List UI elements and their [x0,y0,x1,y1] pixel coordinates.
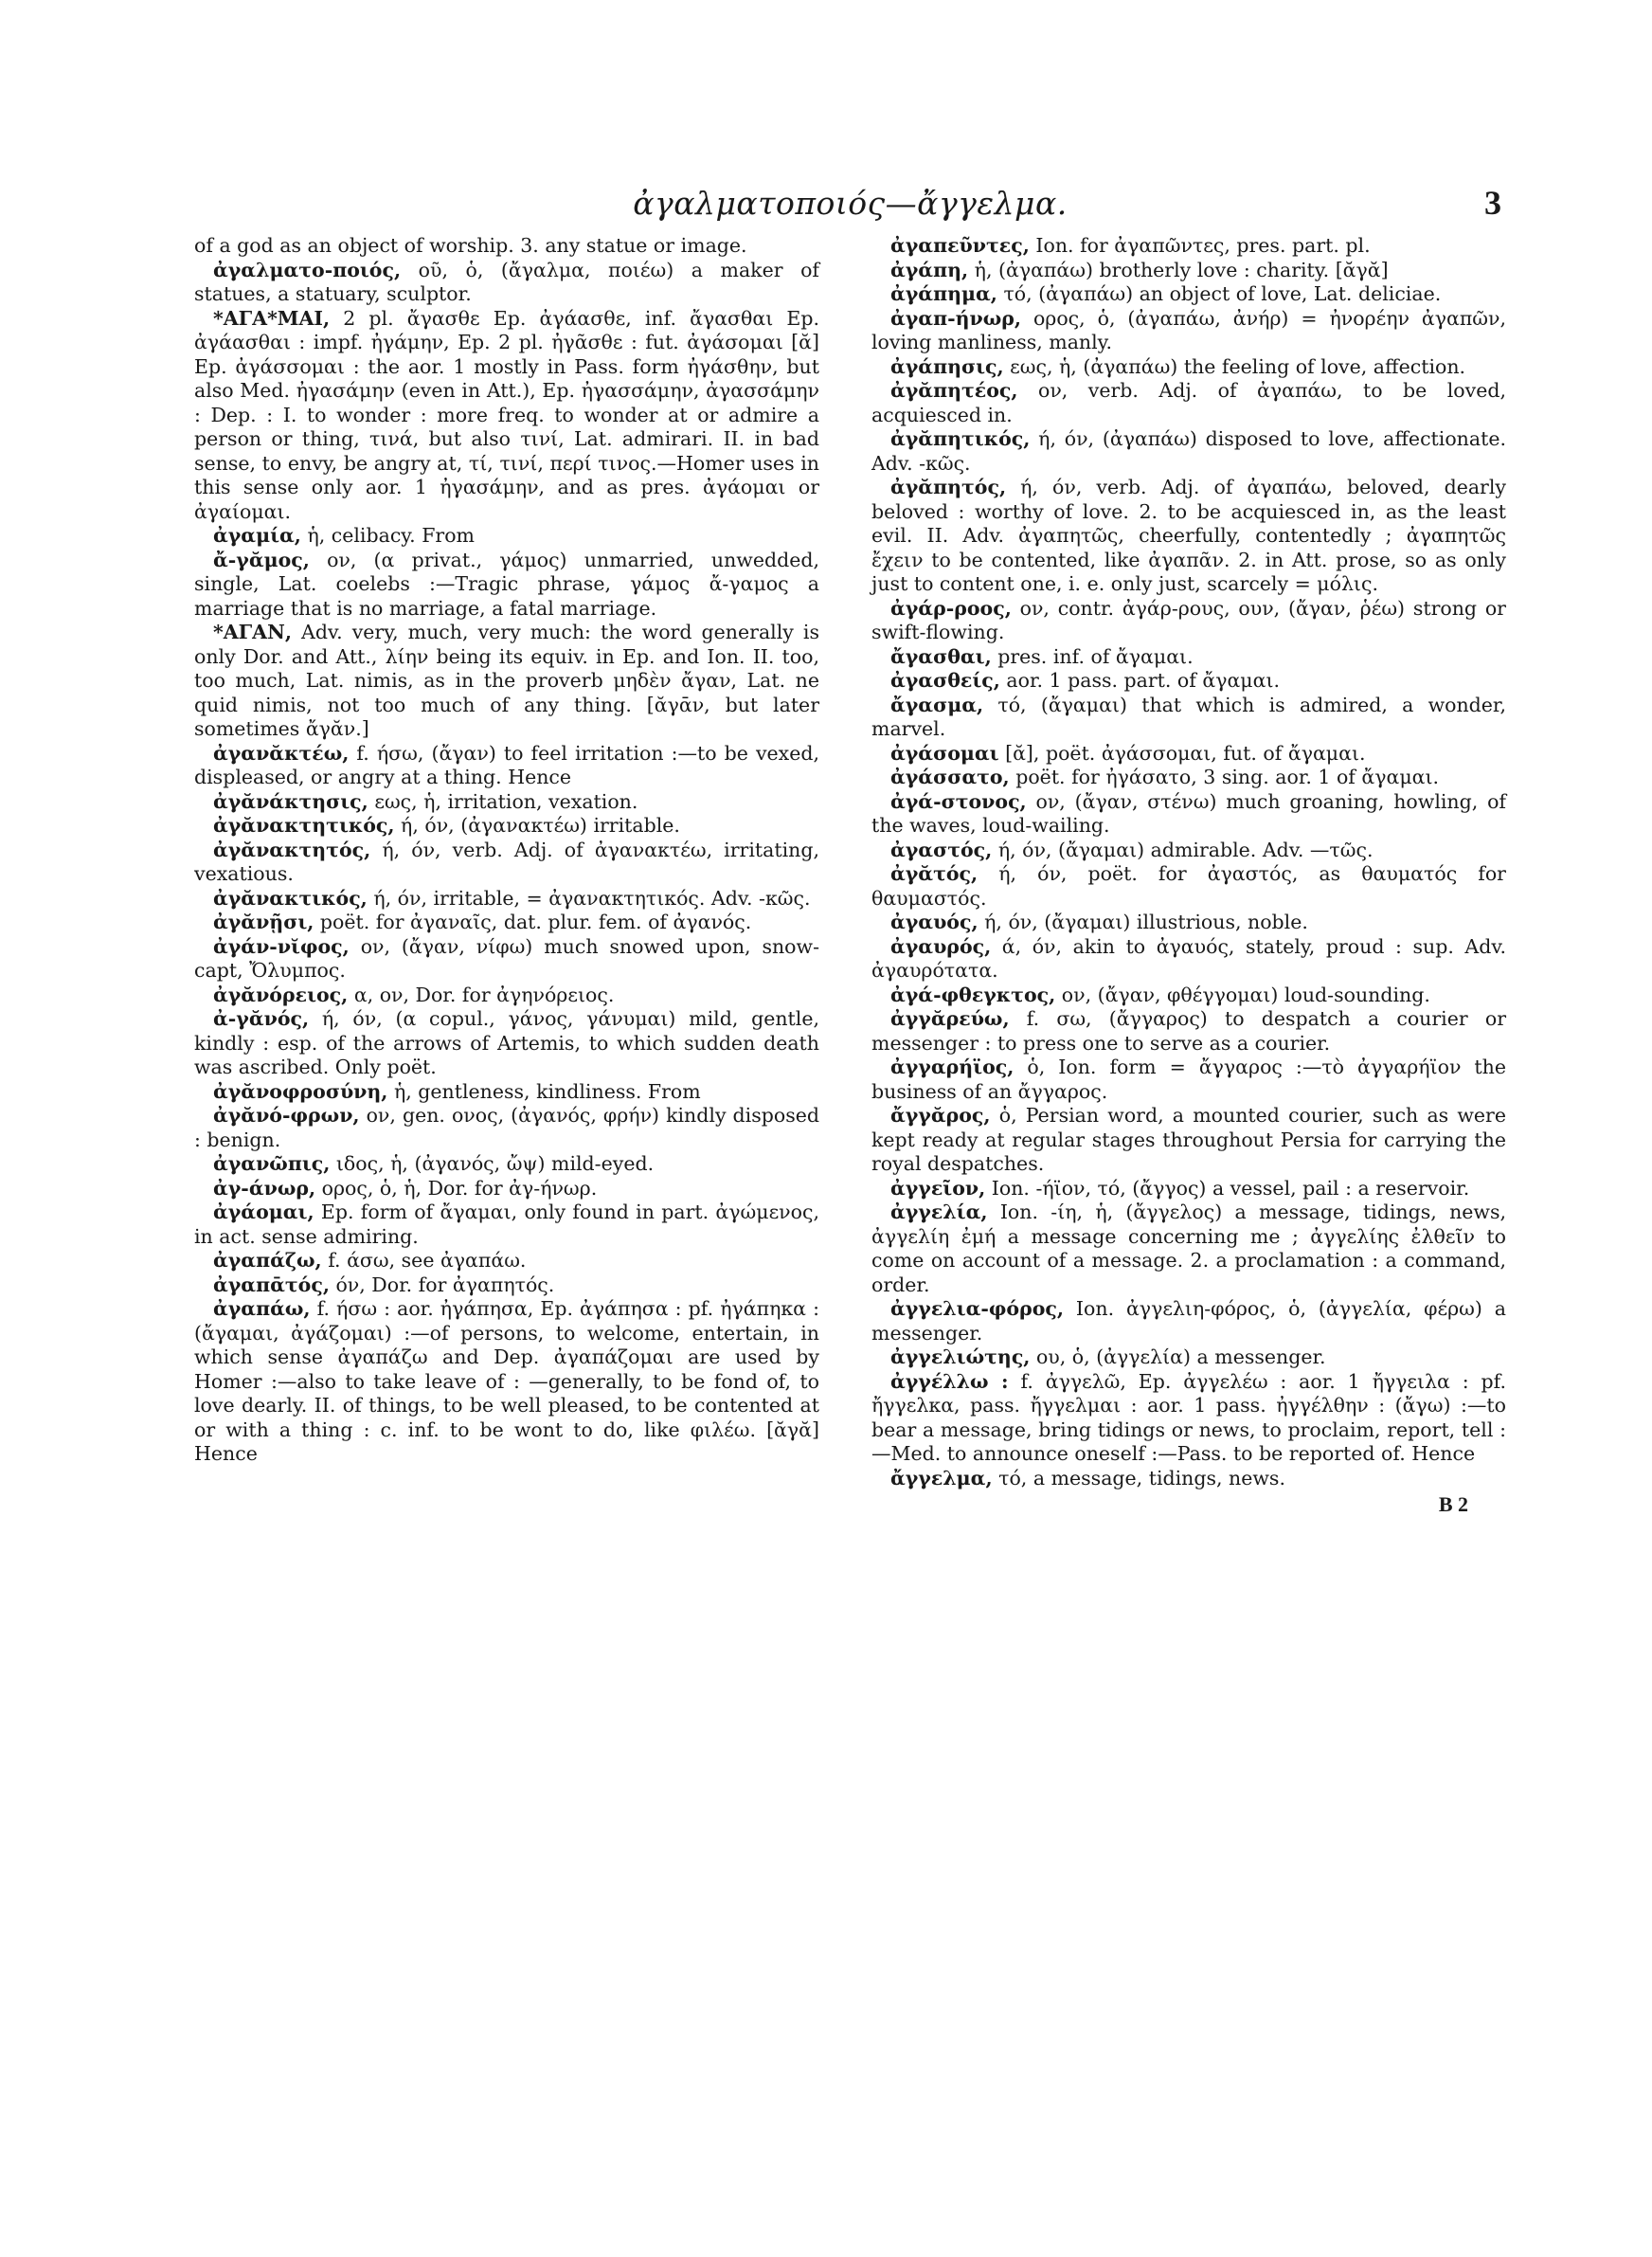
entry-definition: ή, όν, (ἀγαπάω) disposed to love, affectionate. Adv. -κῶς. [871,427,1506,475]
entry-definition: εως, ἡ, irritation, vexation. [368,789,638,813]
entry-definition: Ion. ἀγγελιη-φόρος, ὁ, (ἀγγελία, φέρω) a messenger. [871,1297,1506,1345]
dictionary-entry [871,259,1506,283]
entry-definition: ον, (α privat., γάμος) unmarried, unwedded, single, Lat. coelebs :—Tragic phrase, γάμος ἄ-γαμος a marriage that is no marriage, a fatal marriage. [194,548,819,620]
dictionary-entry [871,234,1506,259]
dictionary-entry [871,476,1506,597]
entry-headword: ἀγγελιώτης, [890,1345,1031,1368]
entry-headword: ἀγά-στονος, [890,789,1027,813]
entry-definition: ὁ, Persian word, a mounted courier, such as were kept ready at regular stages throughout Persia for carrying the royal despatches. [871,1104,1506,1175]
entry-headword: ἀγαυρός, [890,934,992,958]
dictionary-entry [871,1297,1506,1345]
entry-definition: f. ἀγγελῶ, Ep. ἀγγελέω : aor. 1 ἤγγειλα : pf. ἤγγελκα, pass. ἤγγελμαι : aor. 1 pass. ἠγγέλθην : (ἄγω) :—to bear a message, bring tidings or news, to proclaim, report, tell :—Med. to announce oneself :—Pass. to be reported of. Hence [871,1369,1506,1465]
entry-definition: ορος, ὁ, (ἀγαπάω, ἀνήρ) = ἠνορέην ἀγαπῶν, loving manliness, manly. [871,306,1506,353]
dictionary-entry [194,911,819,935]
dictionary-entry [871,984,1506,1008]
entry-definition: Ep. form of ἄγαμαι, only found in part. ἀγώμενος, in act. sense admiring. [194,1201,819,1248]
entry-headword: ἄγγελμα, [890,1466,993,1490]
dictionary-entry [871,282,1506,307]
entry-headword: ἄγασμα, [890,693,984,716]
entry-headword: ἀγγεῖον, [890,1176,986,1200]
entry-headword: ἀγάσσατο, [890,766,1010,788]
dictionary-page [194,185,1506,2222]
entry-definition: ου, ὁ, (ἀγγελία) a messenger. [1030,1345,1326,1368]
entry-definition: ή, όν, (ἀγανακτέω) irritable. [394,814,680,837]
entry-headword: ἀγᾰνακτητός, [213,838,371,861]
entry-definition: οῦ, ὁ, (ἄγαλμα, ποιέω) a maker of statues, a statuary, sculptor. [194,258,819,305]
entry-headword: ἀγᾰτός, [890,862,979,885]
entry-definition: [ᾰ], poët. ἀγάσσομαι, fut. of ἄγαμαι. [998,741,1366,765]
dictionary-entry [871,1370,1506,1467]
entry-definition: poët. for ἠγάσατο, 3 sing. aor. 1 of ἄγαμαι. [1009,766,1440,788]
entry-definition: Ion. -ίη, ἡ, (ἄγγελος) a message, tidings, news, ἀγγελίη ἐμή a message concerning me ; ἀγγελίης ἐλθεῖν to come on account of a message. 2. a proclamation : a command, order. [871,1201,1506,1296]
entry-headword: ἀγανῶπις, [213,1152,331,1175]
dictionary-entry [194,984,819,1008]
dictionary-entry [194,814,819,839]
dictionary-entry [194,1249,819,1273]
entry-headword: ἀγάν-νῐφος, [213,934,350,958]
dictionary-entry [194,307,819,525]
dictionary-entry [194,1080,819,1105]
entry-definition: Ion. -ήϊον, τό, (ἄγγος) a vessel, pail : a reservoir. [985,1176,1470,1200]
dictionary-entry [194,935,819,984]
entry-headword: ἀγάομαι, [213,1201,314,1223]
entry-definition: ή, όν, verb. Adj. of ἀγαπάω, beloved, dearly beloved : worthy of love. 2. to be acquiesced in, as the least evil. II. Adv. ἀγαπητῶς, cheerfully, contentedly ; ἀγαπητῶς ἔχειν to be contented, like ἀγαπᾶν. 2. in Att. prose, so as only just to content one, i. e. only just, scarcely = μόλις. [871,476,1506,595]
entry-headword: ἀγαμία, [213,524,301,547]
entry-headword: ἀ-γᾰνός, [213,1007,310,1030]
entry-definition: ή, όν, verb. Adj. of ἀγανακτέω, irritating, vexatious. [194,838,819,885]
entry-headword: ἀγάπημα, [890,282,997,305]
dictionary-entry [871,1007,1506,1056]
entry-headword: ἀγαπᾱτός, [213,1273,330,1296]
dictionary-entry [871,1056,1506,1104]
entry-definition: aor. 1 pass. part. of ἄγαμαι. [999,669,1281,692]
entry-headword: ἀγά-φθεγκτος, [890,983,1056,1006]
dictionary-entry [194,1297,819,1467]
dictionary-entry [194,234,819,259]
entry-definition: ἡ, (ἀγαπάω) brotherly love : charity. [ᾰγᾰ] [968,258,1389,281]
entry-headword: ἀγάρ-ροος, [890,596,1012,620]
entry-headword: ἀγᾰπητικός, [890,427,1031,450]
dictionary-entry [194,839,819,887]
entry-headword: ἀγᾰνάκτησις, [213,789,368,813]
dictionary-entry [871,742,1506,767]
entry-definition: of a god as an object of worship. 3. any statue or image. [194,234,747,257]
entry-definition: ον, gen. ονος, (ἀγανός, φρήν) kindly disposed : benign. [194,1104,819,1151]
entry-headword: ἀγαπ-ήνωρ, [890,306,1022,330]
dictionary-entry [194,1007,819,1080]
dictionary-entry [194,887,819,912]
entry-definition: τό, (ἀγαπάω) an object of love, Lat. deliciae. [997,282,1442,305]
entry-definition: f. σω, (ἄγγαρος) to despatch a courier or messenger : to press one to serve as a courier. [871,1007,1506,1055]
entry-definition: ά, όν, akin to ἀγαυός, stately, proud : sup. Adv. ἀγαυρότατα. [871,934,1506,982]
dictionary-entry [871,1345,1506,1370]
entry-definition: Ion. for ἀγαπῶντες, pres. part. pl. [1029,234,1371,257]
entry-definition: ορος, ὁ, ἡ, Dor. for ἀγ-ήνωρ. [315,1176,598,1200]
entry-definition: ἡ, celibacy. From [300,524,476,547]
dictionary-entry [871,645,1506,670]
entry-headword: *ΑΓΑ*ΜΑΙ, [213,306,331,330]
entry-definition: ὁ, Ion. form = ἄγγαρος :—τὸ ἀγγαρήϊον the business of an ἄγγαρος. [871,1056,1506,1103]
entry-definition: f. ήσω : aor. ἠγάπησα, Ep. ἀγάπησα : pf. ἠγάπηκα : (ἄγαμαι, ἀγάζομαι) :—of persons, to welcome, entertain, in which sense ἀγαπάζω and Dep. ἀγαπάζομαι are used by Homer :—also to take leave of : —generally, to be fond of, to love dearly. II. of things, to be well pleased, to be contented at or with a thing : c. inf. to be wont to do, like φιλέω. [ᾰγᾰ] Hence [194,1297,819,1465]
entry-definition: Adv. very, much, very much: the word generally is only Dor. and Att., λίην being its equiv. in Ep. and Ion. II. too, too much, Lat. nimis, as in the proverb μηδὲν ἄγαν, Lat. ne quid nimis, not too much of any thing. [ᾰγᾱν, but later sometimes ἄγᾰν.] [194,621,819,740]
entry-definition: ή, όν, irritable, = ἀγανακτητικός. Adv. -κῶς. [367,886,811,910]
dictionary-entry [871,862,1506,911]
entry-definition: ή, όν, poët. for ἀγαστός, as θαυματός for θαυμαστός. [871,862,1506,910]
dictionary-entry [871,307,1506,355]
dictionary-entry [194,1201,819,1249]
entry-definition: f. άσω, see ἀγαπάω. [321,1249,527,1272]
entry-headword: ἀγγέλλω : [890,1369,1009,1393]
entry-headword: ἀγγᾰρεύω, [890,1007,1010,1030]
dictionary-entry [871,669,1506,694]
signature-mark: B 2 [1438,1492,1468,1516]
entry-headword: ἀγᾰπητέος, [890,379,1018,402]
dictionary-entry [871,694,1506,742]
entry-definition: εως, ἡ, (ἀγαπάω) the feeling of love, affection. [1003,354,1466,378]
entry-definition: pres. inf. of ἄγαμαι. [991,644,1194,668]
dictionary-entry [194,1152,819,1177]
dictionary-entry [871,1467,1506,1491]
entry-definition: poët. for ἀγαναῖς, dat. plur. fem. of ἀγανός. [314,911,752,933]
entry-definition: 2 pl. ἄγασθε Ep. ἀγάασθε, inf. ἄγασθαι Ep. ἀγάασθαι : impf. ἠγάμην, Ep. 2 pl. ἠγᾶσθε : fut. ἀγάσομαι [ᾰ] Ep. ἀγάσσομαι : the aor. 1 mostly in Pass. form ἠγάσθην, but also Med. ἠγασάμην (even in Att.), Ep. ἠγασσάμην, ἀγασσάμην : Dep. : I. to wonder : more freq. to wonder at or admire a person or thing, τινά, but also τινί, Lat. admirari. II. in bad sense, to envy, be angry at, τί, τινί, περί τινος.—Homer uses in this sense only aor. 1 ἠγασάμην, and as pres. ἀγάομαι or ἀγαίομαι. [194,306,819,523]
entry-definition: ή, όν, (α copul., γάνος, γάνυμαι) mild, gentle, kindly : esp. of the arrows of Artemis, to which sudden death was ascribed. Only poët. [194,1007,819,1078]
entry-definition: ον, (ἄγαν, φθέγγομαι) loud-sounding. [1055,983,1430,1006]
entry-headword: ἀγαλματο-ποιός, [213,258,402,281]
entry-headword: ἀγγελια-φόρος, [890,1297,1065,1320]
dictionary-entry [871,427,1506,476]
dictionary-entry [194,790,819,815]
entry-definition: ον, (ἄγαν, νίφω) much snowed upon, snow-capt, Ὄλυμπος. [194,934,819,982]
entry-headword: ἀγάσομαι [890,741,999,765]
dictionary-entry [871,597,1506,645]
dictionary-entry [871,911,1506,935]
entry-headword: ἄ-γᾰμος, [213,548,310,571]
entry-headword: ἀγᾰπητός, [890,476,1007,498]
entry-headword: ἀγᾰνῇσι, [213,911,314,933]
entry-headword: ἀγᾰνακτητικός, [213,814,395,837]
entry-headword: ἀγᾰνακτικός, [213,886,368,910]
dictionary-entry [871,839,1506,863]
entry-definition: f. ήσω, (ἄγαν) to feel irritation :—to be vexed, displeased, or angry at a thing. Hence [194,741,819,788]
running-title: ἀγαλματοποιός—ἄγγελμα. [633,185,1068,222]
entry-headword: ἀγγαρήϊος, [890,1056,1015,1078]
dictionary-entry [871,1177,1506,1201]
entry-definition: ον, (ἄγαν, στένω) much groaning, howling, of the waves, loud-wailing. [871,789,1506,837]
entry-headword: ἀγ-άνωρ, [213,1176,316,1200]
entry-headword: ἀγᾰνόρειος, [213,983,349,1006]
page-number: 3 [1484,184,1501,222]
dictionary-entry [871,1201,1506,1297]
entry-headword: ἄγγᾰρος, [890,1104,991,1127]
entry-definition: ιδος, ἡ, (ἀγανός, ὤψ) mild-eyed. [330,1152,655,1175]
entry-headword: ἀγανᾰκτέω, [213,741,350,765]
dictionary-entry [194,621,819,742]
entry-headword: ἀγασθείς, [890,669,1000,692]
dictionary-entry [871,379,1506,427]
entry-definition: όν, Dor. for ἀγαπητός. [329,1273,555,1296]
entry-definition: ή, όν, (ἄγαμαι) admirable. Adv. —τῶς. [992,838,1374,861]
entry-definition: τό, (ἄγαμαι) that which is admired, a wonder, marvel. [871,693,1506,740]
entry-headword: ἀγάπη, [890,258,969,281]
entry-headword: ἀγαυός, [890,911,979,933]
entry-definition: ον, verb. Adj. of ἀγαπάω, to be loved, acquiesced in. [871,379,1506,426]
entry-headword: ἀγαπάζω, [213,1249,322,1272]
entry-headword: ἀγαπάω, [213,1297,311,1320]
entry-headword: ἄγασθαι, [890,644,992,668]
page-header [194,185,1506,223]
dictionary-entry [194,1177,819,1201]
dictionary-entry [871,766,1506,790]
dictionary-entry [194,742,819,790]
entry-headword: ἀγαπεῦντες, [890,234,1030,257]
dictionary-entry [871,935,1506,984]
dictionary-entry [194,259,819,307]
entry-headword: ἀγᾰνό-φρων, [213,1104,360,1127]
left-column [194,234,819,1467]
entry-definition: ή, όν, (ἄγαμαι) illustrious, noble. [978,911,1308,933]
entry-headword: ἀγᾰνοφροσύνη, [213,1079,388,1103]
dictionary-entry [194,549,819,622]
entry-headword: ἀγγελία, [890,1201,988,1223]
dictionary-entry [871,790,1506,839]
entry-definition: τό, a message, tidings, news. [992,1466,1285,1490]
entry-definition: ἡ, gentleness, kindliness. From [387,1079,701,1103]
entry-headword: *ΑΓΑΝ, [213,621,292,643]
entry-headword: ἀγάπησις, [890,354,1004,378]
dictionary-entry [194,524,819,549]
dictionary-entry [194,1104,819,1152]
entry-definition: ον, contr. ἀγάρ-ρους, ουν, (ἄγαν, ῥέω) strong or swift-flowing. [871,596,1506,643]
dictionary-entry [871,1104,1506,1177]
entry-headword: ἀγαστός, [890,838,993,861]
entry-definition: α, ον, Dor. for ἀγηνόρειος. [348,983,615,1006]
dictionary-entry [194,1273,819,1298]
dictionary-entry [871,355,1506,380]
right-column [871,234,1506,1517]
